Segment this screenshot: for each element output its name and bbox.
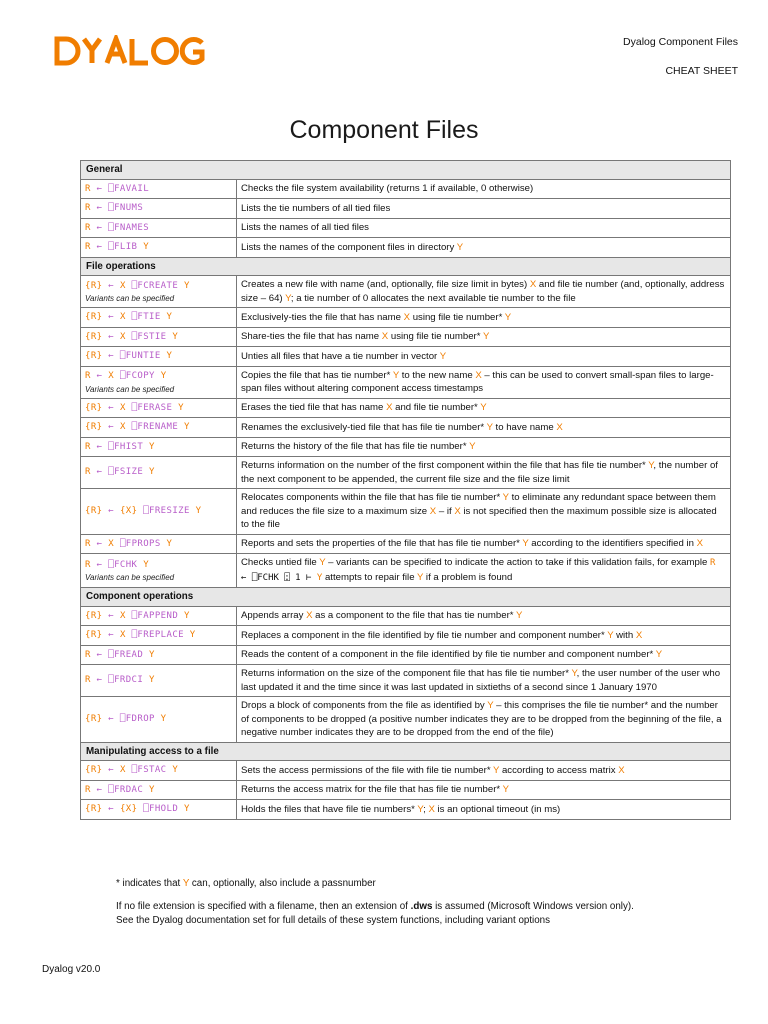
doc-subtitle: CHEAT SHEET: [665, 65, 738, 77]
syntax-cell: [81, 554, 237, 588]
table-row: [81, 554, 731, 588]
syntax: R ← ⎕FAVAIL: [85, 183, 150, 194]
syntax: R ← ⎕FNAMES: [85, 222, 150, 233]
section-header: [81, 257, 731, 276]
syntax-cell: [81, 238, 237, 258]
description-cell: Reads the content of a component in the file identified by file tie number and component number* Y: [237, 645, 731, 665]
syntax-cell: [81, 534, 237, 554]
description-cell: Creates a new file with name (and, optionally, file size limit in bytes) X and file tie number (and, optionally, address size – 64) Y; a tie number of 0 allocates the next available tie number to the file: [237, 276, 731, 308]
table-row: [81, 327, 731, 347]
syntax-cell: [81, 457, 237, 489]
variants-note: Variants can be specified: [85, 573, 175, 583]
syntax: {R} ← {X} ⎕FRESIZE Y: [85, 506, 202, 516]
section-header: [81, 161, 731, 180]
section-title: Manipulating access to a file: [81, 742, 731, 761]
section-title: General: [81, 161, 731, 180]
syntax: R ← X ⎕FPROPS Y: [85, 538, 173, 549]
description-cell: Exclusively-ties the file that has name X using file tie number* Y: [237, 308, 731, 328]
syntax: {R} ← X ⎕FTIE Y: [85, 312, 173, 322]
description-cell: Checks untied file Y – variants can be specified to indicate the action to take if this validation fails, for example R ← ⎕FCHK ⍠ 1 ⊢ Y attempts to repair file Y if a problem is found: [237, 554, 731, 588]
syntax-cell: [81, 437, 237, 457]
table-row: [81, 606, 731, 626]
description-cell: Share-ties the file that has name X using file tie number* Y: [237, 327, 731, 347]
syntax-cell: [81, 606, 237, 626]
description-cell: Returns the access matrix for the file that has file tie number* Y: [237, 780, 731, 800]
syntax: {R} ← ⎕FUNTIE Y: [85, 351, 173, 361]
table-row: [81, 626, 731, 646]
dyalog-logo: [54, 35, 206, 67]
table-row: [81, 437, 731, 457]
syntax: {R} ← X ⎕FERASE Y: [85, 402, 184, 413]
description-cell: Copies the file that has tie number* Y to the new name X – this can be used to convert small-span files to large-span files without altering component access timestamps: [237, 366, 731, 398]
table-row: [81, 218, 731, 238]
table-row: [81, 665, 731, 697]
table-row: [81, 800, 731, 820]
syntax: R ← ⎕FCHK Y: [85, 559, 150, 570]
description-cell: Drops a block of components from the file as identified by Y – this comprises the file tie number* and the number of components to be dropped (a positive number indicates they are to be dropped from the beginning of the file, a negative number indicates they are to be dropped from the end of the file): [237, 697, 731, 743]
description-cell: Relocates components within the file that has file tie number* Y to eliminate any redundant space between them and reduces the file size to a maximum size X – if X is not specified then the maximum possible size is allocated to the file: [237, 489, 731, 535]
syntax-cell: [81, 218, 237, 238]
syntax-cell: [81, 697, 237, 743]
syntax-cell: [81, 199, 237, 219]
description-cell: Checks the file system availability (returns 1 if available, 0 otherwise): [237, 179, 731, 199]
table-row: [81, 347, 731, 367]
table-row: [81, 489, 731, 535]
syntax: {R} ← ⎕FDROP Y: [85, 714, 167, 724]
syntax: {R} ← {X} ⎕FHOLD Y: [85, 804, 190, 814]
description-cell: Returns information on the number of the first component within the file that has file tie number* Y, the number of the next component to be appended, the current file size and the file size limit: [237, 457, 731, 489]
footnote-passnumber: * indicates that Y can, optionally, also include a passnumber: [116, 878, 376, 889]
syntax: {R} ← X ⎕FSTAC Y: [85, 765, 179, 775]
variants-note: Variants can be specified: [85, 294, 175, 304]
syntax: R ← ⎕FHIST Y: [85, 441, 155, 452]
syntax-cell: [81, 761, 237, 781]
footnote-extension: If no file extension is specified with a filename, then an extension of .dws is assumed (Microsoft Windows version only). See the Dyalog documentation set for full details of these system functions, including variant options: [116, 901, 634, 926]
syntax-cell: [81, 308, 237, 328]
table-row: [81, 179, 731, 199]
table-row: [81, 308, 731, 328]
syntax-cell: [81, 418, 237, 438]
document-header: [623, 36, 738, 77]
table-row: [81, 697, 731, 743]
description-cell: Lists the tie numbers of all tied files: [237, 199, 731, 219]
table-row: [81, 780, 731, 800]
syntax-cell: [81, 347, 237, 367]
section-header: [81, 742, 731, 761]
syntax: {R} ← X ⎕FSTIE Y: [85, 331, 179, 342]
description-cell: Erases the tied file that has name X and file tie number* Y: [237, 398, 731, 418]
syntax-cell: [81, 780, 237, 800]
syntax: {R} ← X ⎕FRENAME Y: [85, 422, 190, 432]
section-header: [81, 588, 731, 607]
table-row: [81, 457, 731, 489]
version-label: Dyalog v20.0: [42, 964, 101, 975]
syntax-cell: [81, 645, 237, 665]
syntax: R ← ⎕FLIB Y: [85, 242, 150, 252]
syntax-cell: [81, 665, 237, 697]
syntax-cell: [81, 800, 237, 820]
table-row: [81, 276, 731, 308]
table-row: [81, 398, 731, 418]
syntax: R ← ⎕FSIZE Y: [85, 467, 155, 478]
syntax-cell: [81, 398, 237, 418]
doc-title: Dyalog Component Files: [623, 36, 738, 48]
description-cell: Returns information on the size of the component file that has file tie number* Y, the user number of the user who last updated it and the time since it was last updated in sixtieths of a second since 1 January 1970: [237, 665, 731, 697]
table-row: [81, 238, 731, 258]
section-title: File operations: [81, 257, 731, 276]
description-cell: Replaces a component in the file identified by file tie number and component number* Y with X: [237, 626, 731, 646]
syntax: R ← ⎕FRDCI Y: [85, 675, 155, 686]
description-cell: Appends array X as a component to the file that has tie number* Y: [237, 606, 731, 626]
description-cell: Renames the exclusively-tied file that has file tie number* Y to have name X: [237, 418, 731, 438]
description-cell: Lists the names of all tied files: [237, 218, 731, 238]
description-cell: Lists the names of the component files in directory Y: [237, 238, 731, 258]
description-cell: Returns the history of the file that has file tie number* Y: [237, 437, 731, 457]
syntax-cell: [81, 626, 237, 646]
syntax-cell: [81, 366, 237, 398]
syntax: R ← ⎕FRDAC Y: [85, 784, 155, 795]
syntax: R ← ⎕FREAD Y: [85, 649, 155, 660]
description-cell: Holds the files that have file tie numbers* Y; X is an optional timeout (in ms): [237, 800, 731, 820]
cheat-sheet-table: [80, 160, 731, 820]
syntax: {R} ← X ⎕FCREATE Y: [85, 280, 190, 291]
syntax-cell: [81, 179, 237, 199]
variants-note: Variants can be specified: [85, 384, 175, 394]
section-title: Component operations: [81, 588, 731, 607]
syntax: {R} ← X ⎕FREPLACE Y: [85, 630, 196, 640]
syntax: R ← ⎕FNUMS: [85, 203, 144, 213]
page-title: Component Files: [289, 116, 479, 144]
description-cell: Reports and sets the properties of the file that has file tie number* Y according to the identifiers specified in X: [237, 534, 731, 554]
table-row: [81, 366, 731, 398]
table-row: [81, 418, 731, 438]
syntax: R ← X ⎕FCOPY Y: [85, 371, 167, 382]
table-row: [81, 645, 731, 665]
syntax-cell: [81, 489, 237, 535]
table-row: [81, 199, 731, 219]
description-cell: Unties all files that have a tie number in vector Y: [237, 347, 731, 367]
description-cell: Sets the access permissions of the file with file tie number* Y according to access matrix X: [237, 761, 731, 781]
syntax: {R} ← X ⎕FAPPEND Y: [85, 610, 190, 621]
table-row: [81, 534, 731, 554]
syntax-cell: [81, 327, 237, 347]
table-row: [81, 761, 731, 781]
syntax-cell: [81, 276, 237, 308]
